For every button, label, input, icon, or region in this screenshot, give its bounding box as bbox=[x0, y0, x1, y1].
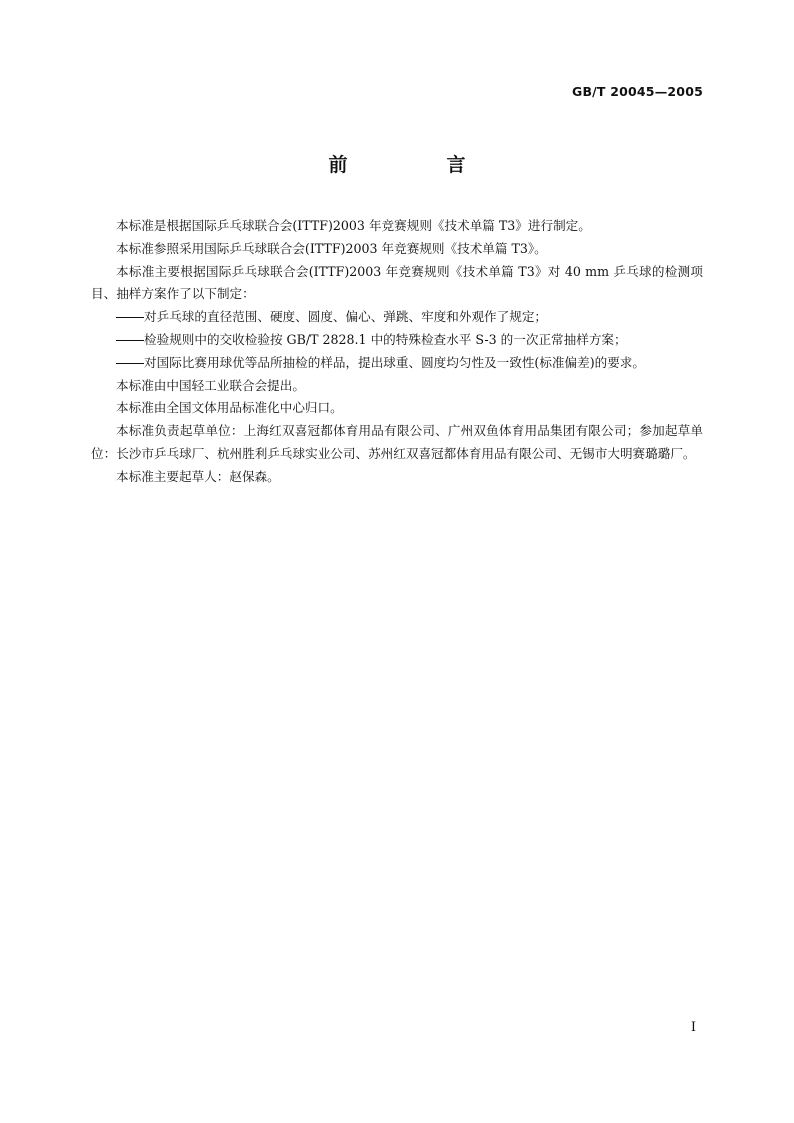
dash-item-text: 检验规则中的交收检验按 GB/T 2828.1 中的特殊检查水平 S-3 的一次正常抽样方案； bbox=[144, 331, 627, 347]
paragraph-drafting-units: 本标准负责起草单位：上海红双喜冠都体育用品有限公司、广州双鱼体育用品集团有限公司；参加起草单位：长沙市乒乓球厂、杭州胜利乒乓球实业公司、苏州红双喜冠都体育用品有限公司、无锡市大明赛璐璐厂。 bbox=[91, 423, 703, 461]
dash-item-1 bbox=[91, 306, 703, 329]
paragraph-3: 本标准主要根据国际乒乓球联合会(ITTF)2003 年竞赛规则《技术单篇 T3》对 40 mm 乒乓球的检测项目、抽样方案作了以下制定： bbox=[91, 263, 703, 302]
standard-code: GB/T 20045—2005 bbox=[571, 84, 703, 99]
foreword-body bbox=[91, 215, 703, 489]
page-title: 前 言 bbox=[328, 154, 506, 176]
dash-mark bbox=[116, 340, 144, 341]
dash-item-text: 对乒乓球的直径范围、硬度、圆度、偏心、弹跳、牢度和外观作了规定； bbox=[144, 309, 547, 325]
paragraph-1: 本标准是根据国际乒乓球联合会(ITTF)2003 年竞赛规则《技术单篇 T3》进行制定。 bbox=[116, 218, 591, 233]
dash-item-2 bbox=[91, 329, 703, 352]
paragraph-drafters: 本标准主要起草人：赵保森。 bbox=[116, 468, 280, 484]
dash-mark bbox=[116, 363, 144, 364]
dash-item-3 bbox=[91, 352, 703, 375]
dash-item-text: 对国际比赛用球优等品所抽检的样品，提出球重、圆度均匀性及一致性(标准偏差)的要求。 bbox=[144, 354, 645, 370]
page-number: I bbox=[690, 1020, 696, 1035]
paragraph-administrator: 本标准由全国文体用品标准化中心归口。 bbox=[116, 400, 343, 416]
paragraph-proposer: 本标准由中国轻工业联合会提出。 bbox=[116, 377, 305, 393]
dash-mark bbox=[116, 317, 144, 318]
paragraph-2: 本标准参照采用国际乒乓球联合会(ITTF)2003 年竞赛规则《技术单篇 T3》。 bbox=[116, 240, 547, 256]
